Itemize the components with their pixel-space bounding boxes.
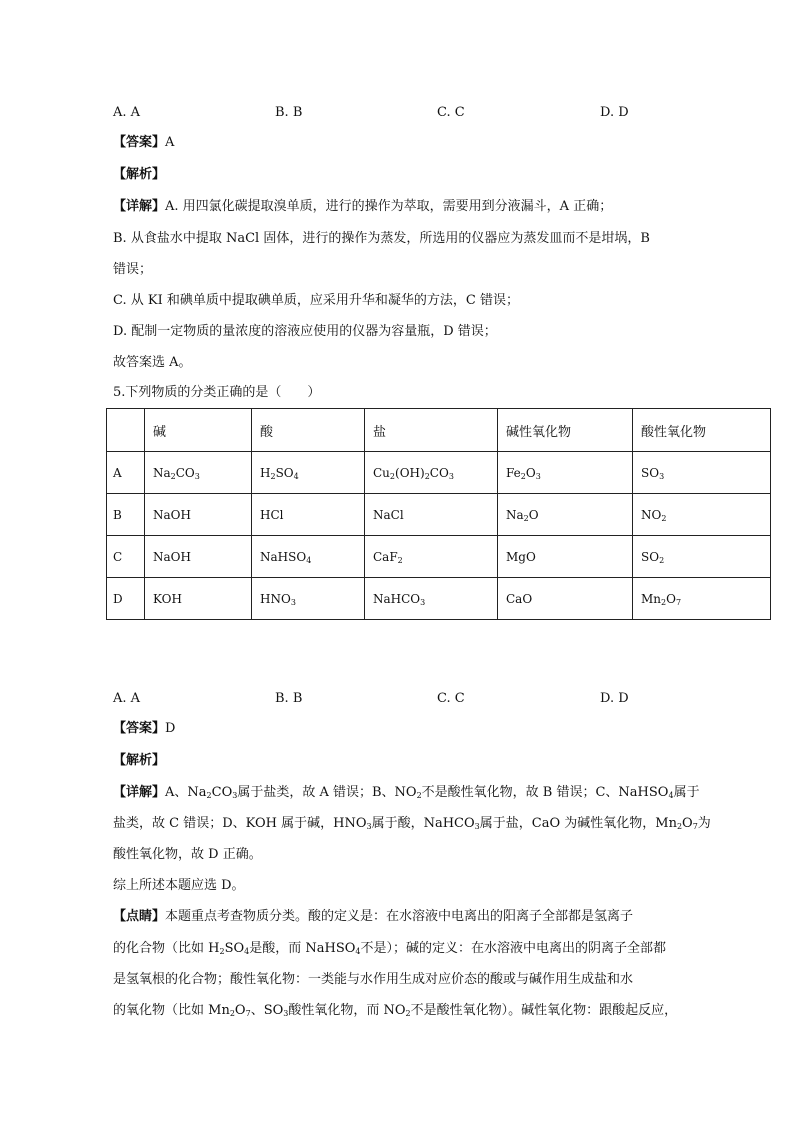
- subscript: 7: [245, 1009, 251, 1018]
- q4-detail-line: D. 配制一定物质的量浓度的溶液应使用的仪器为容量瓶，D 错误；: [113, 324, 497, 339]
- q4-analysis-tag: 【解析】: [113, 167, 166, 182]
- q5-option-a: A. A: [113, 691, 141, 706]
- table-cell: $NO_2$: [633, 494, 771, 536]
- q5-point-line: 是氢氧根的化合物；酸性氧化物：一类能与水作用生成对应价态的酸或与碱作用生成盐和水: [113, 972, 634, 987]
- table-cell: MgO: [498, 536, 633, 578]
- subscript: 2: [520, 471, 526, 481]
- subscript: 2: [661, 513, 667, 523]
- q5-answer: 【答案】D: [113, 721, 176, 736]
- q4-conclusion: 故答案选 A。: [113, 355, 192, 370]
- subscript: 3: [290, 597, 296, 607]
- table-cell: $Na_2CO_3$: [145, 452, 252, 494]
- table-cell: NaOH: [145, 494, 252, 536]
- q4-detail-line: B. 从食盐水中提取 NaCl 固体，进行的操作为蒸发，所选用的仪器应为蒸发皿而不是坩埚，B: [113, 231, 650, 246]
- q5-stem: 5.下列物质的分类正确的是（ ）: [113, 385, 321, 400]
- subscript: 4: [293, 471, 299, 481]
- subscript: 3: [474, 822, 480, 831]
- subscript: 2: [523, 513, 529, 523]
- table-cell: $Fe_2O_3$: [498, 452, 633, 494]
- table-cell: $Cu_2(OH)_2CO_3$: [365, 452, 498, 494]
- q5-option-c: C. C: [437, 691, 465, 706]
- subscript: 2: [659, 555, 665, 565]
- subscript: 4: [668, 791, 674, 800]
- subscript: 7: [675, 597, 682, 607]
- table-cell: CaO: [498, 578, 633, 620]
- table-cell: $H_2SO_4$: [252, 452, 365, 494]
- q4-option-a: A. A: [113, 105, 141, 120]
- table-cell: NaOH: [145, 536, 252, 578]
- subscript: 4: [244, 947, 250, 956]
- q4-detail-line: 【详解】A. 用四氯化碳提取溴单质，进行的操作为萃取，需要用到分液漏斗，A 正确；: [113, 199, 613, 214]
- q4-detail-line: C. 从 KI 和碘单质中提取碘单质，应采用升华和凝华的方法，C 错误；: [113, 293, 519, 308]
- subscript: 2: [661, 597, 667, 607]
- subscript: 2: [170, 471, 176, 481]
- table-cell: NaCl: [365, 494, 498, 536]
- row-label: C: [107, 536, 145, 578]
- table-header-cell: 酸性氧化物: [633, 409, 771, 452]
- q5-option-b: B. B: [275, 691, 303, 706]
- table-cell: $SO_3$: [633, 452, 771, 494]
- subscript: 2: [405, 1009, 411, 1018]
- subscript: 7: [692, 822, 698, 831]
- subscript: 3: [448, 471, 454, 481]
- table-cell: $Mn_2O_7$: [633, 578, 771, 620]
- subscript: 4: [355, 947, 361, 956]
- table-cell: $SO_2$: [633, 536, 771, 578]
- q5-option-d: D. D: [600, 691, 629, 706]
- row-label: D: [107, 578, 145, 620]
- q5-analysis-tag: 【解析】: [113, 753, 166, 768]
- table-cell: $Na_2O$: [498, 494, 633, 536]
- subscript: 2: [229, 1009, 235, 1018]
- subscript: 2: [397, 555, 403, 565]
- table-row: [107, 452, 771, 494]
- subscript: 3: [232, 791, 238, 800]
- subscript: 2: [219, 947, 225, 956]
- table-header-cell: [107, 409, 145, 452]
- q5-point-line: 的化合物（比如 $H_2SO_4$是酸，而 NaHSO$_4$不是）；碱的定义：在水溶液中电离出的阴离子全部都: [113, 941, 667, 956]
- table-header-cell: 碱性氧化物: [498, 409, 633, 452]
- q5-detail-line: 酸性氧化物，故 D 正确。: [113, 847, 262, 862]
- table-cell: HCl: [252, 494, 365, 536]
- q4-option-c: C. C: [437, 105, 465, 120]
- subscript: 2: [416, 791, 422, 800]
- subscript: 3: [420, 597, 426, 607]
- table-row: [107, 494, 771, 536]
- subscript: 2: [676, 822, 683, 831]
- q4-answer: 【答案】A: [113, 135, 175, 150]
- subscript: 3: [535, 471, 541, 481]
- row-label: A: [107, 452, 145, 494]
- q4-option-d: D. D: [600, 105, 629, 120]
- table-header-cell: 盐: [365, 409, 498, 452]
- table-cell: $HNO_3$: [252, 578, 365, 620]
- subscript: 3: [194, 471, 200, 481]
- subscript: 2: [270, 471, 276, 481]
- subscript: 2: [389, 471, 396, 481]
- subscript: 3: [659, 471, 665, 481]
- q5-detail-line: 【详解】A、$Na_2CO_3$属于盐类，故 A 错误；B、$NO_2$不是酸性氧化物，故 B 错误；C、NaHSO$_4$属于: [113, 785, 700, 800]
- table-cell: CaF$_2$: [365, 536, 498, 578]
- q5-point-line: 的氧化物（比如 $Mn_2O_7$、$SO_3$酸性氧化物，而 $NO_2$不是酸性氧化物）。碱性氧化物：跟酸起反应，: [113, 1003, 678, 1018]
- table-header-cell: 酸: [252, 409, 365, 452]
- table-cell: KOH: [145, 578, 252, 620]
- table-header-cell: 碱: [145, 409, 252, 452]
- subscript: 3: [283, 1009, 289, 1018]
- subscript: 2: [206, 791, 212, 800]
- table-cell: NaHSO$_4$: [252, 536, 365, 578]
- subscript: 2: [424, 471, 430, 481]
- q4-detail-line: 错误；: [113, 262, 153, 277]
- subscript: 3: [366, 822, 372, 831]
- subscript: 4: [306, 555, 312, 565]
- q5-point-line: 【点睛】本题重点考查物质分类。酸的定义是：在水溶液中电离出的阳离子全部都是氢离子: [113, 909, 634, 924]
- table-row: [107, 536, 771, 578]
- table-cell: NaHCO$_3$: [365, 578, 498, 620]
- row-label: B: [107, 494, 145, 536]
- table-header-row: [107, 409, 771, 452]
- q5-summary: 综上所述本题应选 D。: [113, 878, 245, 893]
- q5-detail-line: 盐类，故 C 错误；D、KOH 属于碱，$HNO_3$属于酸，NaHCO$_3$属于盐，CaO 为碱性氧化物，$Mn_2O_7$为: [113, 816, 711, 831]
- table-row: [107, 578, 771, 620]
- q4-option-b: B. B: [275, 105, 303, 120]
- classification-table: [106, 408, 771, 620]
